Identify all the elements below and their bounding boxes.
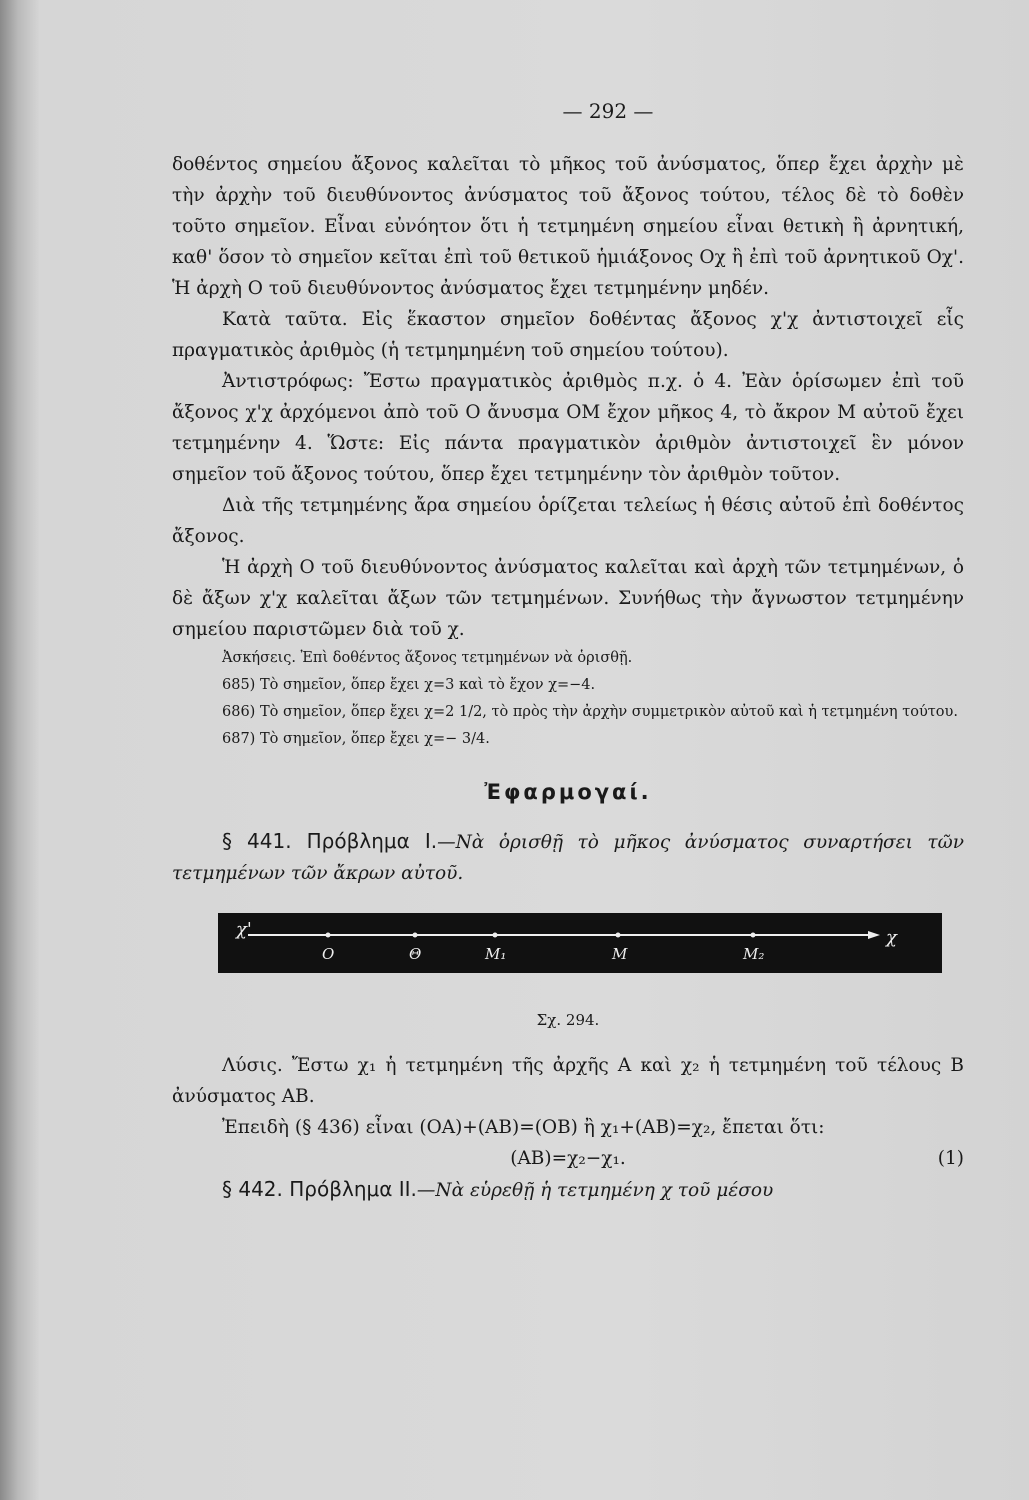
paragraph-5: Ἡ ἀρχὴ Ο τοῦ διευθύνοντος ἀνύσματος καλεῖται καὶ ἀρχὴ τῶν τετμημένων, ὁ δὲ ἄξων χ'χ καλεῖται ἄξων τῶν τετμημένων. Συνήθως τὴν ἄγνωστον τετμημένην σημείου παριστῶμεν διὰ τοῦ χ. xyxy=(172,557,964,640)
problem-2-label: § 442. Πρόβλημα ΙΙ. xyxy=(222,1177,417,1201)
figure-caption: Σχ. 294. xyxy=(536,1011,600,1029)
axis-point xyxy=(493,933,498,938)
problem-2 xyxy=(172,1174,964,1206)
paragraph-1: δοθέντος σημείου ἄξονος καλεῖται τὸ μῆκος τοῦ ἀνύσματος, ὅπερ ἔχει ἀρχὴν μὲ τὴν ἀρχὴν τοῦ διευθύνοντος ἀνύσματος τοῦ ἄξονος τούτου, τέλος δὲ τὸ δοθὲν τοῦτο σημεῖον. Εἶναι εὐνόητον ὅτι ἡ τετμημένη σημείου εἶναι θετικὴ ἢ ἀρνητική, καθ' ὅσον τὸ σημεῖον κεῖται ἐπὶ τοῦ θετικοῦ ἡμιάξονος Οχ ἢ ἐπὶ τοῦ ἀρνητικοῦ Οχ'. Ἡ ἀρχὴ Ο τοῦ διευθύνοντος ἀνύσματος ἔχει τετμημένην μηδέν. xyxy=(172,154,964,299)
axis-point xyxy=(616,933,621,938)
point-label: Μ₁ xyxy=(485,945,507,963)
problem-1 xyxy=(172,826,964,889)
problem-1-label: § 441. Πρόβλημα Ι. xyxy=(222,829,438,853)
applications-heading: Ἐφαρμογαί. xyxy=(484,780,652,804)
page-number: — 292 — xyxy=(562,99,654,123)
point-label: Μ xyxy=(612,945,628,963)
axis-figure xyxy=(218,913,942,973)
axis-point xyxy=(326,933,331,938)
exercise-686: 686) Τὸ σημεῖον, ὅπερ ἔχει χ=2 1/2, τὸ πρὸς τὴν ἀρχὴν συμμετρικὸν αὐτοῦ καὶ ἡ τετμημένη τούτου. xyxy=(222,704,958,720)
solution-text: Λύσις. Ἔστω χ₁ ἡ τετμημένη τῆς ἀρχῆς Α καὶ χ₂ ἡ τετμημένη τοῦ τέλους Β ἀνύσματος ΑΒ. xyxy=(172,1055,964,1107)
exercise-687: 687) Τὸ σημεῖον, ὅπερ ἔχει χ=− 3/4. xyxy=(222,731,490,747)
paragraph-4: Διὰ τῆς τετμημένης ἄρα σημείου ὁρίζεται τελείως ἡ θέσις αὐτοῦ ἐπὶ δοθέντος ἄξονος. xyxy=(172,495,964,547)
problem-2-text: —Νὰ εὑρεθῇ ἡ τετμημένη χ τοῦ μέσου xyxy=(416,1180,774,1201)
equation-1 xyxy=(172,1143,964,1174)
equation-number: (1) xyxy=(937,1148,964,1169)
equation-text: (ΑΒ)=χ₂−χ₁. xyxy=(510,1148,626,1169)
axis-left-label: χ' xyxy=(236,919,252,940)
axis-point xyxy=(413,933,418,938)
problem-1-text: —Νὰ ὁρισθῇ τὸ μῆκος ἀνύσματος συναρτήσει τῶν τετμημένων τῶν ἄκρων αὐτοῦ. xyxy=(172,832,964,884)
exercise-685: 685) Τὸ σημεῖον, ὅπερ ἔχει χ=3 καὶ τὸ ἔχον χ=−4. xyxy=(222,677,596,693)
page-text xyxy=(172,96,964,1206)
point-label: Ο xyxy=(322,945,335,963)
point-label: Θ xyxy=(409,945,422,963)
paragraph-2: Κατὰ ταῦτα. Εἰς ἕκαστον σημεῖον δοθέντας ἄξονος χ'χ ἀντιστοιχεῖ εἷς πραγματικὸς ἀριθμὸς (ἡ τετμημημένη τοῦ σημείου τούτου). xyxy=(172,309,964,361)
solution-since: Ἐπειδὴ (§ 436) εἶναι (ΟΑ)+(ΑΒ)=(ΟΒ) ἢ χ₁+(ΑΒ)=χ₂, ἔπεται ὅτι: xyxy=(222,1117,825,1138)
paragraph-3: Ἀντιστρόφως: Ἔστω πραγματικὸς ἀριθμὸς π.χ. ὁ 4. Ἐὰν ὁρίσωμεν ἐπὶ τοῦ ἄξονος χ'χ ἀρχόμενοι ἀπὸ τοῦ Ο ἄνυσμα ΟΜ ἔχον μῆκος 4, τὸ ἄκρον Μ αὐτοῦ ἔχει τετμημένην 4. Ὥστε: Εἰς πάντα πραγματικὸν ἀριθμὸν ἀντιστοιχεῖ ἓν μόνον σημεῖον τοῦ ἄξονος τούτου, ὅπερ ἔχει τετμημένην τὸν ἀριθμὸν τοῦτον. xyxy=(172,371,964,485)
point-label: Μ₂ xyxy=(743,945,765,963)
axis-right-label: χ xyxy=(886,927,897,948)
axis-point xyxy=(751,933,756,938)
exercises-intro: Ἀσκήσεις. Ἐπὶ δοθέντος ἄξονος τετμημένων νὰ ὁρισθῇ. xyxy=(222,650,633,666)
